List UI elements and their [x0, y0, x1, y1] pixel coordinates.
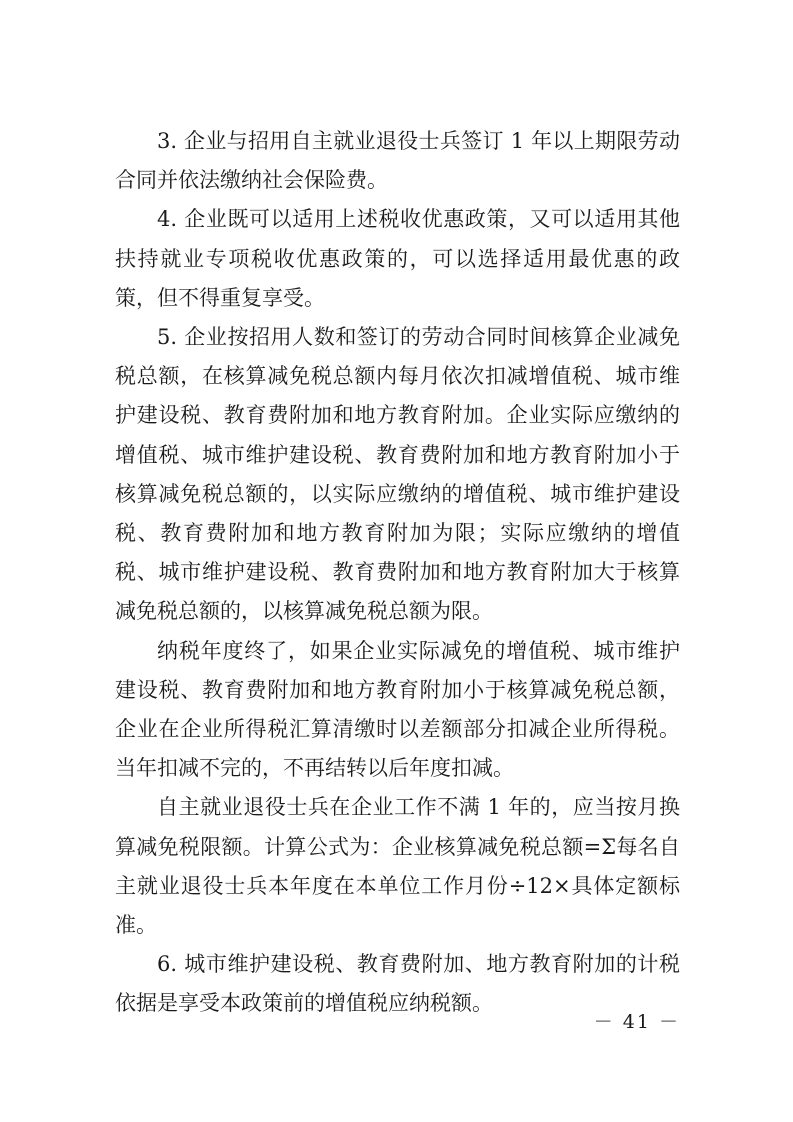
paragraph-item-6: 6. 城市维护建设税、教育费附加、地方教育附加的计税依据是享受本政策前的增值税应纳税额。	[115, 952, 680, 1016]
paragraph-formula: 自主就业退役士兵在企业工作不满 1 年的，应当按月换算减免税限额。计算公式为：企业核算减免税总额=Σ每名自主就业退役士兵本年度在本单位工作月份÷12×具体定额标准。	[115, 795, 680, 938]
paragraph-item-5: 5. 企业按招用人数和签订的劳动合同时间核算企业减免税总额，在核算减免税总额内每月依次扣减增值税、城市维护建设税、教育费附加和地方教育附加。企业实际应缴纳的增值税、城市维护建设税、教育费附加和地方教育附加小于核算减免税总额的，以实际应缴纳的增值税、城市维护建设税、教育费附加和地方教育附加为限；实际应缴纳的增值税、城市维护建设税、教育费附加和地方教育附加大于核算减免税总额的，以核算减免税总额为限。	[115, 325, 680, 624]
paragraph-tax-year-end: 纳税年度终了，如果企业实际减免的增值税、城市维护建设税、教育费附加和地方教育附加小于核算减免税总额，企业在企业所得税汇算清缴时以差额部分扣减企业所得税。当年扣减不完的，不再结转以后年度扣减。	[115, 638, 680, 781]
page-number: － 41 －	[593, 1011, 680, 1033]
body-text	[115, 122, 680, 1024]
paragraph-item-3: 3. 企业与招用自主就业退役士兵签订 1 年以上期限劳动合同并依法缴纳社会保险费。	[115, 129, 680, 193]
paragraph-item-4: 4. 企业既可以适用上述税收优惠政策，又可以适用其他扶持就业专项税收优惠政策的，可以选择适用最优惠的政策，但不得重复享受。	[115, 207, 680, 310]
